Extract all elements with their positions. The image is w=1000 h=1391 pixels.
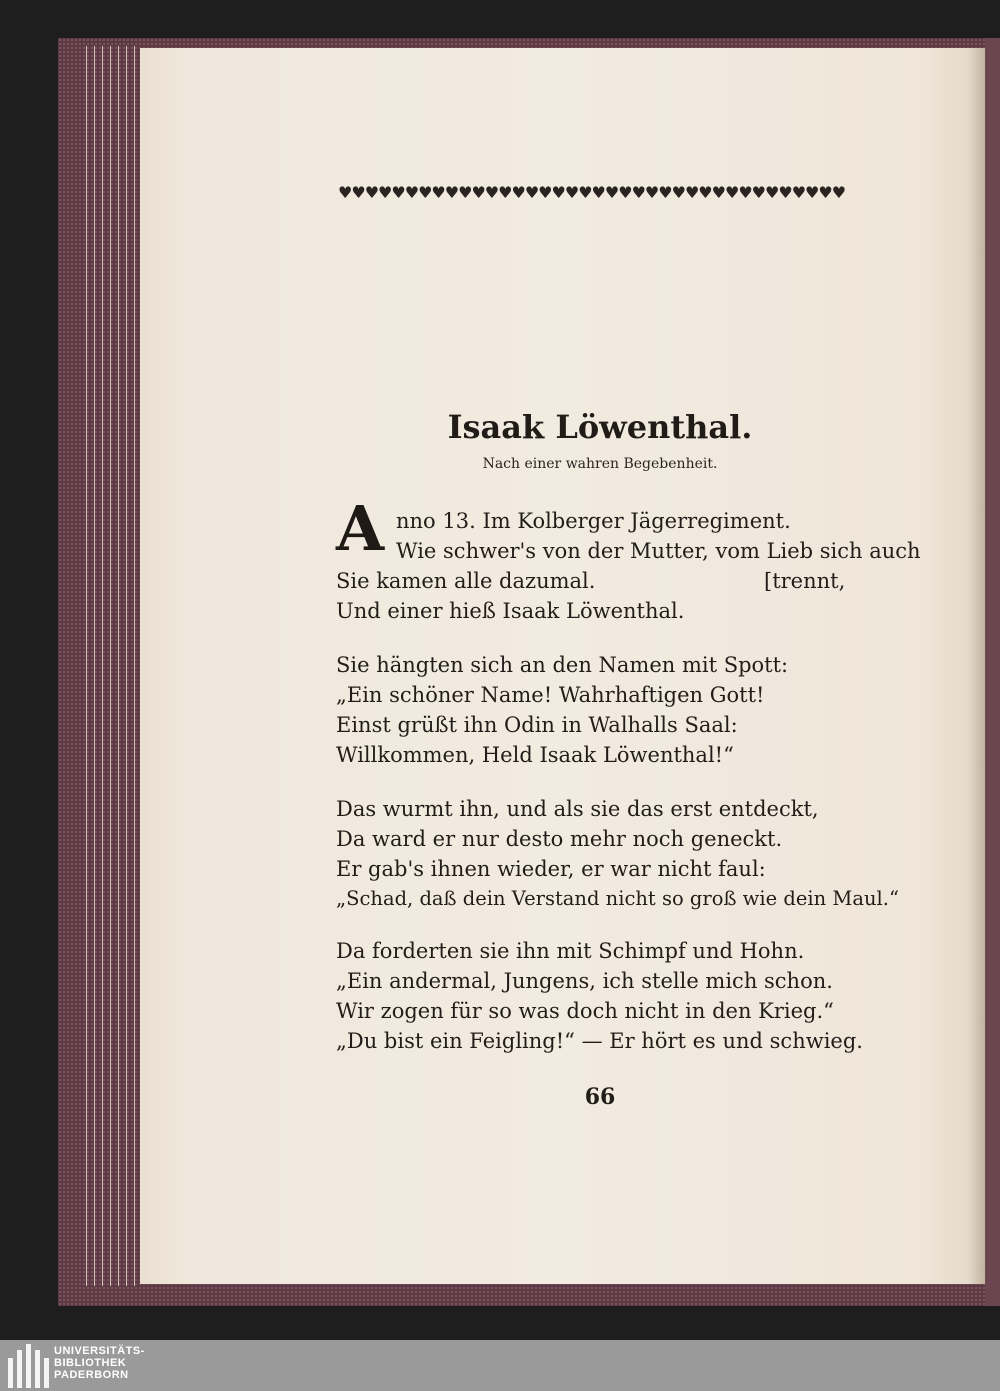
poem-line: Er gab's ihnen wieder, er war nicht faul: — [336, 857, 766, 881]
stanza-3 — [336, 794, 899, 914]
poem-line: nno 13. Im Kolberger Jägerregiment. — [396, 509, 791, 533]
stanza-4 — [336, 936, 876, 1056]
poem-line: Sie hängten sich an den Namen mit Spott: — [336, 653, 789, 677]
poem-line: „Du bist ein Feigling!“ — Er hört es und schwieg. — [336, 1029, 863, 1053]
library-name-line-2: BIBLIOTHEK — [54, 1357, 127, 1369]
stanza-2 — [336, 650, 876, 770]
poem-line: Wir zogen für so was doch nicht in den Krieg.“ — [336, 999, 834, 1023]
library-name-line-3: PADERBORN — [54, 1369, 129, 1381]
poem-line: Sie kamen alle dazumal. — [336, 569, 596, 593]
heart-ornament-border: ♥♥♥♥♥♥♥♥♥♥♥♥♥♥♥♥♥♥♥♥♥♥♥♥♥♥♥♥♥♥♥♥♥♥♥♥♥♥ — [338, 184, 846, 202]
poem-line: Willkommen, Held Isaak Löwenthal!“ — [336, 743, 734, 767]
poem-line: Da forderten sie ihn mit Schimpf und Hohn. — [336, 939, 805, 963]
line-continuation: [trennt, — [764, 569, 846, 593]
poem-line: „Schad, daß dein Verstand nicht so groß wie dein Maul.“ — [336, 887, 899, 910]
page-gutter-shadow — [968, 48, 986, 1284]
poem-subtitle: Nach einer wahren Begebenheit. — [482, 456, 718, 472]
library-logo-icon — [8, 1344, 48, 1388]
library-name-line-1: UNIVERSITÄTS- — [54, 1345, 145, 1357]
poem-line: Da ward er nur desto mehr noch geneckt. — [336, 827, 783, 851]
poem-line: Das wurmt ihn, und als sie das erst entdeckt, — [336, 797, 819, 821]
poem-line: Und einer hieß Isaak Löwenthal. — [336, 599, 685, 623]
library-footer-bar — [0, 1340, 1000, 1391]
poem-title: Isaak Löwenthal. — [447, 408, 753, 446]
poem-line: Einst grüßt ihn Odin in Walhalls Saal: — [336, 713, 738, 737]
poem-line: „Ein schöner Name! Wahrhaftigen Gott! — [336, 683, 765, 707]
drop-capital: A — [336, 492, 385, 565]
poem-line: „Ein andermal, Jungens, ich stelle mich schon. — [336, 969, 833, 993]
poem-line: Wie schwer's von der Mutter, vom Lieb sich auch — [396, 539, 921, 563]
page-number: 66 — [584, 1084, 616, 1110]
book-cover-edge — [985, 38, 1000, 1306]
